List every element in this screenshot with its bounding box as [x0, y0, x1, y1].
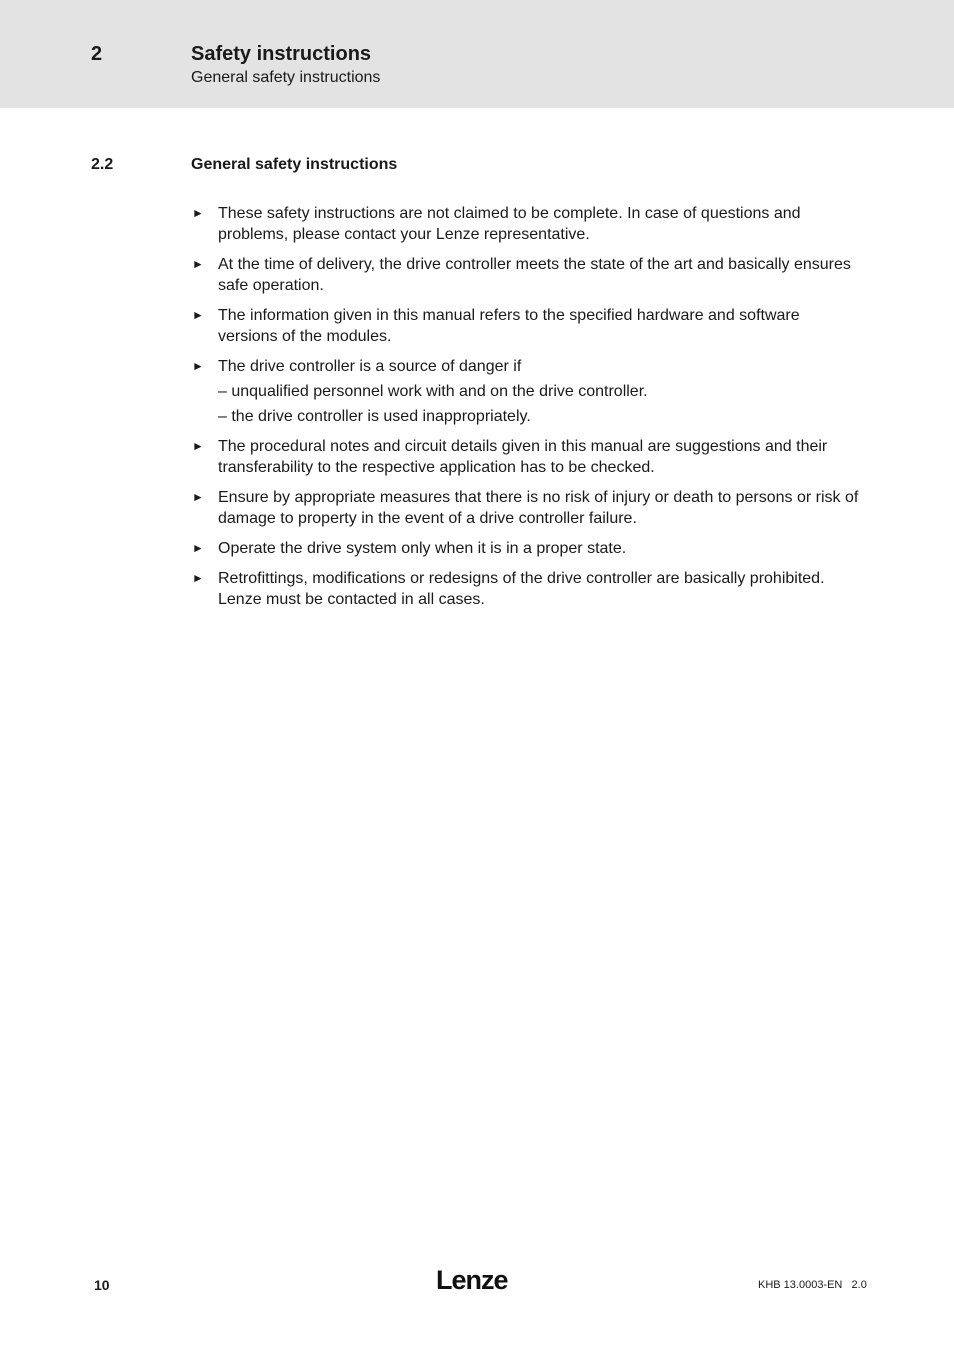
list-item: [191, 436, 863, 478]
bullet-arrow-icon: ►: [192, 541, 204, 555]
list-item-text: Ensure by appropriate measures that there is no risk of injury or death to persons or risk of damage to property in the event of a drive controller failure.: [218, 489, 859, 527]
list-item-text: Operate the drive system only when it is in a proper state.: [218, 540, 627, 557]
section-title: General safety instructions: [191, 156, 398, 173]
lenze-logo: Lenze: [436, 1265, 508, 1295]
chapter-number: 2: [91, 43, 103, 65]
chapter-subtitle: General safety instructions: [191, 69, 381, 86]
list-item: [191, 538, 863, 559]
list-item-text: The procedural notes and circuit details given in this manual are suggestions and their transferability to the respective application has to be checked.: [218, 438, 828, 476]
list-item: [191, 487, 863, 529]
header-band: [0, 0, 954, 108]
page-number: 10: [94, 1277, 110, 1293]
sub-item-text: – the drive controller is used inappropriately.: [218, 408, 531, 425]
list-item-text: These safety instructions are not claimed to be complete. In case of questions and problems, please contact your Lenze representative.: [218, 205, 801, 243]
list-item-text: The information given in this manual refers to the specified hardware and software versions of the modules.: [218, 307, 800, 345]
list-item: [191, 305, 863, 347]
list-item-text: At the time of delivery, the drive controller meets the state of the art and basically ensures safe operation.: [218, 256, 851, 294]
list-item: [191, 356, 863, 427]
chapter-title: Safety instructions: [191, 43, 372, 65]
bullet-arrow-icon: ►: [192, 490, 204, 504]
bullet-arrow-icon: ►: [192, 571, 204, 585]
section-number: 2.2: [91, 156, 114, 173]
safety-instructions-list: [191, 203, 863, 619]
list-item: [191, 203, 863, 245]
list-item-text: Retrofittings, modifications or redesigns of the drive controller are basically prohibited. Lenze must be contacted in all cases.: [218, 570, 825, 608]
bullet-arrow-icon: ►: [192, 206, 204, 220]
bullet-arrow-icon: ►: [192, 257, 204, 271]
bullet-arrow-icon: ►: [192, 439, 204, 453]
bullet-arrow-icon: ►: [192, 308, 204, 322]
list-item: [191, 568, 863, 610]
bullet-arrow-icon: ►: [192, 359, 204, 373]
list-item: [191, 254, 863, 296]
document-id: KHB 13.0003-EN 2.0: [758, 1279, 867, 1291]
sub-item-text: – unqualified personnel work with and on the drive controller.: [218, 383, 648, 400]
list-item-text: The drive controller is a source of danger if: [218, 358, 522, 375]
